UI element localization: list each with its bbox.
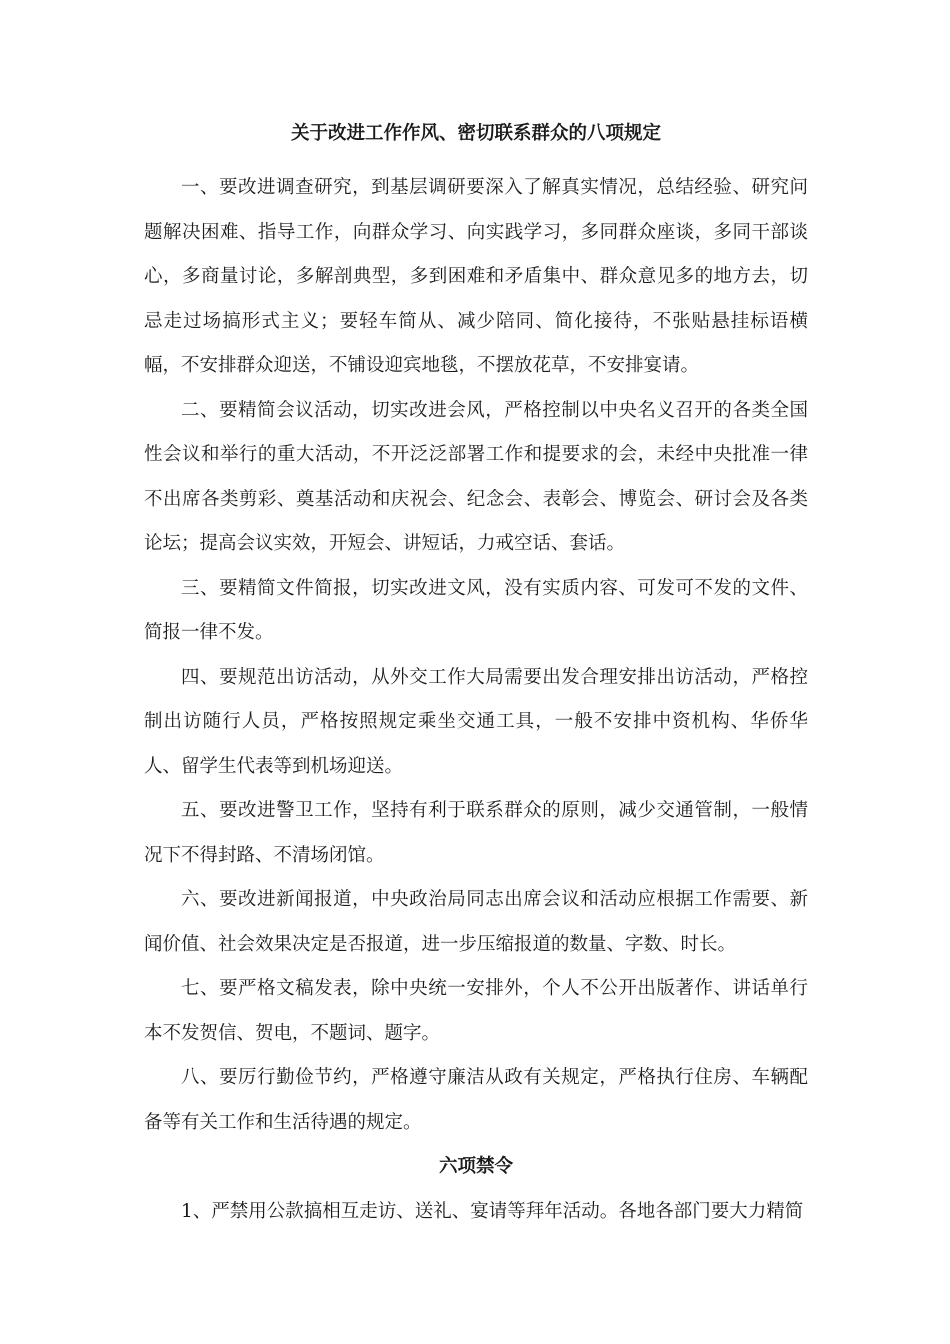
paragraph-7: 七、要严格文稿发表，除中央统一安排外，个人不公开出版著作、讲话单行本不发贺信、贺电，不题词、题字。: [144, 978, 808, 1044]
paragraph-1: 一、要改进调查研究，到基层调研要深入了解真实情况，总结经验、研究问题解决困难、指导工作，向群众学习、向实践学习，多同群众座谈，多同干部谈心，多商量讨论，多解剖典型，多到困难和矛盾集中、群众意见多的地方去，切忌走过场搞形式主义；要轻车简从、减少陪同、简化接待，不张贴悬挂标语横幅，不安排群众迎送，不铺设迎宾地毯，不摆放花草，不安排宴请。: [144, 177, 808, 376]
prohibition-paragraph-1: 1、严禁用公款搞相互走访、送礼、宴请等拜年活动。各地各部门要大力精简: [181, 1200, 804, 1222]
paragraph-8: 八、要厉行勤俭节约，严格遵守廉洁从政有关规定，严格执行住房、车辆配备等有关工作和生活待遇的规定。: [144, 1067, 808, 1133]
paragraph-3: 三、要精简文件简报，切实改进文风，没有实质内容、可发可不发的文件、简报一律不发。: [144, 577, 808, 643]
paragraph-2: 二、要精简会议活动，切实改进会风，严格控制以中央名义召开的各类全国性会议和举行的重大活动，不开泛泛部署工作和提要求的会，未经中央批准一律不出席各类剪彩、奠基活动和庆祝会、纪念会、表彰会、博览会、研讨会及各类论坛；提高会议实效，开短会、讲短话，力戒空话、套话。: [144, 399, 808, 554]
section-title-six-prohibitions: 六项禁令: [438, 1156, 513, 1177]
paragraph-4: 四、要规范出访活动，从外交工作大局需要出发合理安排出访活动，严格控制出访随行人员，严格按照规定乘坐交通工具，一般不安排中资机构、华侨华人、留学生代表等到机场迎送。: [144, 666, 808, 777]
paragraph-6: 六、要改进新闻报道，中央政治局同志出席会议和活动应根据工作需要、新闻价值、社会效果决定是否报道，进一步压缩报道的数量、字数、时长。: [144, 889, 808, 955]
paragraph-5: 五、要改进警卫工作，坚持有利于联系群众的原则，减少交通管制，一般情况下不得封路、不清场闭馆。: [144, 800, 808, 866]
document-title: 关于改进工作作风、密切联系群众的八项规定: [290, 123, 661, 144]
document-body: [144, 110, 808, 1234]
